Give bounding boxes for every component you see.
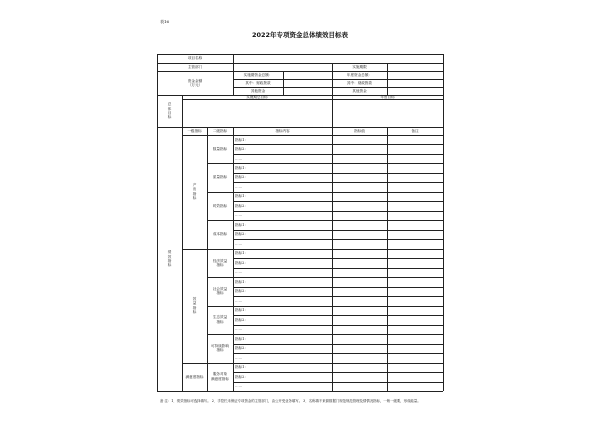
indicator-row-2-1 bbox=[235, 204, 332, 208]
benefit-indicator-label-line: 指 bbox=[192, 305, 197, 310]
indicator-row-8-2 bbox=[235, 384, 332, 388]
table-rule bbox=[182, 249, 443, 250]
indicator-group-4-line: 经济效益 bbox=[212, 258, 228, 263]
table-rule bbox=[233, 296, 443, 297]
indicator-row-5-0-line: 指标1： bbox=[235, 279, 249, 284]
table-rule bbox=[387, 127, 388, 391]
indicator-group-7 bbox=[207, 344, 233, 353]
overall-goal-label bbox=[157, 102, 182, 120]
perf-col5-header bbox=[387, 129, 443, 133]
table-rule bbox=[207, 163, 443, 164]
year-goal-header-line: 年度目标 bbox=[380, 94, 395, 99]
year-total-label-line: 年度资金总额： bbox=[346, 72, 373, 77]
project-name-label-line: 项目名称 bbox=[187, 56, 203, 61]
perf-col2-header-line: 二级指标 bbox=[212, 128, 228, 133]
footnote: 备 注：1．绩效指标可选择填写。 2．手控栏未保证专项资金的主管部门，由公开受业务填写。 3．名称填不来源数据门规范规范管理及情情况指标，一般一级要，形成能量。 bbox=[160, 399, 421, 403]
table-rule bbox=[157, 391, 443, 392]
table-rule bbox=[157, 63, 443, 64]
dept-label-line: 主管部门 bbox=[187, 64, 203, 69]
indicator-group-5-line: 社会效益 bbox=[212, 287, 228, 292]
table-rule bbox=[182, 363, 443, 364]
impl-goal-header-line: 实施期总目标 bbox=[246, 94, 268, 99]
table-rule bbox=[443, 54, 444, 391]
indicator-row-6-1 bbox=[235, 318, 332, 322]
benefit-indicator-label bbox=[182, 297, 207, 315]
indicator-group-0 bbox=[207, 147, 233, 151]
table-rule bbox=[233, 79, 443, 80]
table-rule bbox=[233, 382, 443, 383]
indicator-row-5-0 bbox=[235, 280, 332, 284]
indicator-row-5-2 bbox=[235, 299, 332, 303]
indicator-row-8-0 bbox=[235, 365, 332, 369]
perf-label-line: 指 bbox=[167, 259, 172, 263]
impl-other-label bbox=[233, 89, 283, 93]
indicator-group-0-line: 数量指标 bbox=[212, 147, 228, 152]
year-total-label bbox=[332, 73, 387, 77]
table-rule bbox=[233, 258, 443, 259]
indicator-row-3-1-line: 指标2： bbox=[235, 232, 249, 237]
table-rule bbox=[233, 315, 443, 316]
indicator-row-7-1-line: 指标2： bbox=[235, 346, 249, 351]
dept-label bbox=[157, 65, 233, 69]
indicator-group-6-line: 指标 bbox=[216, 319, 224, 324]
perf-col1-header-line: 一级指标 bbox=[187, 128, 202, 133]
indicator-row-6-0 bbox=[235, 308, 332, 312]
table-rule bbox=[207, 220, 443, 221]
indicator-row-1-1 bbox=[235, 175, 332, 179]
satisfaction-indicator-label bbox=[182, 375, 207, 379]
indicator-row-0-0-line: 指标1： bbox=[235, 137, 249, 142]
output-indicator-label-line: 标 bbox=[192, 196, 197, 201]
table-rule bbox=[182, 135, 443, 136]
indicator-row-1-2 bbox=[235, 185, 332, 189]
table-rule bbox=[233, 173, 443, 174]
perf-label bbox=[157, 250, 182, 268]
indicator-row-8-1 bbox=[235, 375, 332, 379]
funds-label-line: 资金金额 bbox=[187, 78, 203, 83]
benefit-indicator-label-line: 益 bbox=[192, 301, 197, 306]
perf-col3-header bbox=[233, 129, 332, 133]
indicator-row-1-0-line: 指标1： bbox=[235, 165, 249, 170]
indicator-row-0-1-line: 指标2： bbox=[235, 147, 249, 152]
page-title: 2022年专项资金总体绩效目标表 bbox=[251, 31, 349, 39]
table-rule bbox=[157, 127, 443, 128]
indicator-group-6 bbox=[207, 315, 233, 324]
year-other-label-line: 其他资金 bbox=[352, 88, 367, 93]
benefit-indicator-label-line: 标 bbox=[192, 310, 197, 315]
indicator-group-3-line: 成本指标 bbox=[212, 232, 228, 237]
table-rule bbox=[233, 87, 443, 88]
indicator-group-7-line: 指标 bbox=[216, 348, 224, 353]
indicator-group-2-line: 时效指标 bbox=[212, 203, 228, 208]
table-rule bbox=[233, 154, 443, 155]
indicator-row-2-0 bbox=[235, 194, 332, 198]
table-rule bbox=[283, 71, 284, 95]
impl-total-label bbox=[233, 73, 283, 77]
indicator-group-8-line: 服务对象 bbox=[212, 372, 228, 377]
impl-fiscal-label bbox=[233, 81, 283, 85]
table-rule bbox=[233, 353, 443, 354]
indicator-row-4-1-line: 指标2： bbox=[235, 260, 249, 265]
table-rule bbox=[233, 372, 443, 373]
indicator-row-3-1 bbox=[235, 232, 332, 236]
perf-label-line: 绩 bbox=[167, 250, 172, 255]
table-rule bbox=[157, 71, 443, 72]
indicator-row-1-0 bbox=[235, 166, 332, 170]
output-indicator-label-line: 指 bbox=[192, 191, 197, 196]
perf-col3-header-line: 指标内容 bbox=[275, 128, 290, 133]
indicator-row-8-0-line: 指标1： bbox=[235, 365, 249, 370]
perf-label-line: 效 bbox=[167, 254, 172, 259]
indicator-row-6-2-line: …… bbox=[235, 327, 243, 332]
indicator-row-1-1-line: 指标2： bbox=[235, 175, 249, 180]
table-rule bbox=[207, 277, 443, 278]
perf-label-line: 标 bbox=[167, 263, 172, 268]
indicator-group-1-line: 质量指标 bbox=[212, 175, 228, 180]
year-goal-header bbox=[332, 95, 443, 99]
impl-fiscal-label-line: 其中：财政拨款 bbox=[245, 80, 271, 85]
indicator-row-8-2-line: …… bbox=[235, 384, 243, 389]
indicator-row-5-1 bbox=[235, 289, 332, 293]
indicator-group-1 bbox=[207, 175, 233, 179]
indicator-row-2-2-line: …… bbox=[235, 213, 243, 218]
indicator-row-0-2-line: …… bbox=[235, 156, 243, 161]
indicator-row-3-2 bbox=[235, 242, 332, 246]
table-rule bbox=[157, 54, 443, 55]
indicator-group-4-line: 指标 bbox=[216, 263, 224, 267]
indicator-row-7-2 bbox=[235, 356, 332, 360]
indicator-group-4 bbox=[207, 259, 233, 268]
indicator-row-0-2 bbox=[235, 157, 332, 161]
benefit-indicator-label-line: 效 bbox=[192, 296, 197, 301]
indicator-group-5-line: 指标 bbox=[216, 291, 224, 296]
funds-label-line: （万元） bbox=[187, 83, 203, 87]
project-name-label bbox=[157, 56, 233, 60]
table-rule bbox=[207, 306, 443, 307]
table-rule bbox=[233, 127, 234, 391]
perf-col4-header-line: 指标值 bbox=[354, 128, 365, 133]
indicator-row-8-1-line: 指标2： bbox=[235, 374, 249, 379]
indicator-row-0-0 bbox=[235, 138, 332, 142]
impl-period-label bbox=[332, 65, 387, 69]
table-rule bbox=[233, 182, 443, 183]
table-rule bbox=[233, 144, 443, 145]
indicator-group-8 bbox=[207, 372, 233, 381]
indicator-row-2-2 bbox=[235, 213, 332, 217]
table-rule bbox=[207, 334, 443, 335]
annex-number: 表16 bbox=[160, 19, 170, 24]
indicator-row-3-0 bbox=[235, 223, 332, 227]
indicator-group-6-line: 生态效益 bbox=[212, 315, 228, 320]
impl-period-label-line: 实施期限 bbox=[352, 64, 367, 69]
indicator-row-7-2-line: …… bbox=[235, 355, 243, 360]
satisfaction-indicator-label-line: 满意度指标 bbox=[185, 374, 204, 379]
indicator-row-2-0-line: 指标1： bbox=[235, 194, 249, 199]
table-rule bbox=[233, 344, 443, 345]
indicator-row-2-1-line: 指标2： bbox=[235, 203, 249, 208]
table-rule bbox=[207, 192, 443, 193]
table-rule bbox=[182, 95, 183, 127]
table-rule bbox=[233, 325, 443, 326]
impl-total-label-line: 实施期资金总额： bbox=[243, 72, 273, 77]
overall-goal-label-line: 体 bbox=[167, 106, 172, 111]
funds-label bbox=[157, 79, 233, 88]
indicator-row-1-2-line: …… bbox=[235, 184, 243, 189]
indicator-group-5 bbox=[207, 287, 233, 296]
overall-goal-label-line: 总 bbox=[167, 102, 172, 107]
indicator-group-7-line: 可持续影响 bbox=[211, 343, 229, 348]
overall-goal-label-line: 标 bbox=[167, 115, 172, 120]
indicator-row-7-0 bbox=[235, 337, 332, 341]
impl-other-label-line: 其他资金 bbox=[250, 88, 266, 93]
indicator-row-4-2-line: …… bbox=[235, 270, 243, 275]
table-rule bbox=[233, 287, 443, 288]
indicator-row-0-1 bbox=[235, 147, 332, 151]
indicator-row-6-0-line: 指标1： bbox=[235, 308, 249, 313]
indicator-row-6-2 bbox=[235, 327, 332, 331]
year-fiscal-label bbox=[332, 81, 387, 85]
year-fiscal-label-line: 其中：财政拨款 bbox=[346, 80, 373, 85]
indicator-row-7-1 bbox=[235, 346, 332, 350]
year-other-label bbox=[332, 89, 387, 93]
indicator-row-4-0 bbox=[235, 251, 332, 255]
output-indicator-label-line: 出 bbox=[192, 187, 197, 192]
table-rule bbox=[182, 127, 183, 391]
output-indicator-label-line: 产 bbox=[192, 183, 197, 188]
indicator-group-3 bbox=[207, 232, 233, 236]
indicator-group-8-line: 满意度指标 bbox=[211, 376, 229, 381]
indicator-group-2 bbox=[207, 204, 233, 208]
table-rule bbox=[332, 127, 333, 391]
output-indicator-label bbox=[182, 183, 207, 201]
table-rule bbox=[233, 211, 443, 212]
indicator-row-4-1 bbox=[235, 261, 332, 265]
table-rule bbox=[332, 95, 333, 127]
perf-col2-header bbox=[207, 129, 233, 133]
indicator-row-4-0-line: 指标1： bbox=[235, 251, 249, 256]
indicator-row-4-2 bbox=[235, 270, 332, 274]
indicator-row-5-1-line: 指标2： bbox=[235, 289, 249, 294]
table-rule bbox=[233, 201, 443, 202]
table-rule bbox=[233, 268, 443, 269]
perf-col1-header bbox=[182, 129, 207, 133]
perf-col4-header bbox=[332, 129, 387, 133]
table-rule bbox=[233, 230, 443, 231]
table-rule bbox=[233, 239, 443, 240]
indicator-row-7-0-line: 指标1： bbox=[235, 336, 249, 341]
impl-goal-header bbox=[182, 95, 332, 99]
indicator-row-3-0-line: 指标1： bbox=[235, 222, 249, 227]
indicator-row-3-2-line: …… bbox=[235, 241, 243, 246]
perf-col5-header-line: 备注 bbox=[411, 128, 419, 133]
indicator-row-6-1-line: 指标2： bbox=[235, 317, 249, 322]
performance-target-table bbox=[157, 54, 443, 391]
overall-goal-label-line: 目 bbox=[167, 111, 172, 115]
indicator-row-5-2-line: …… bbox=[235, 298, 243, 303]
